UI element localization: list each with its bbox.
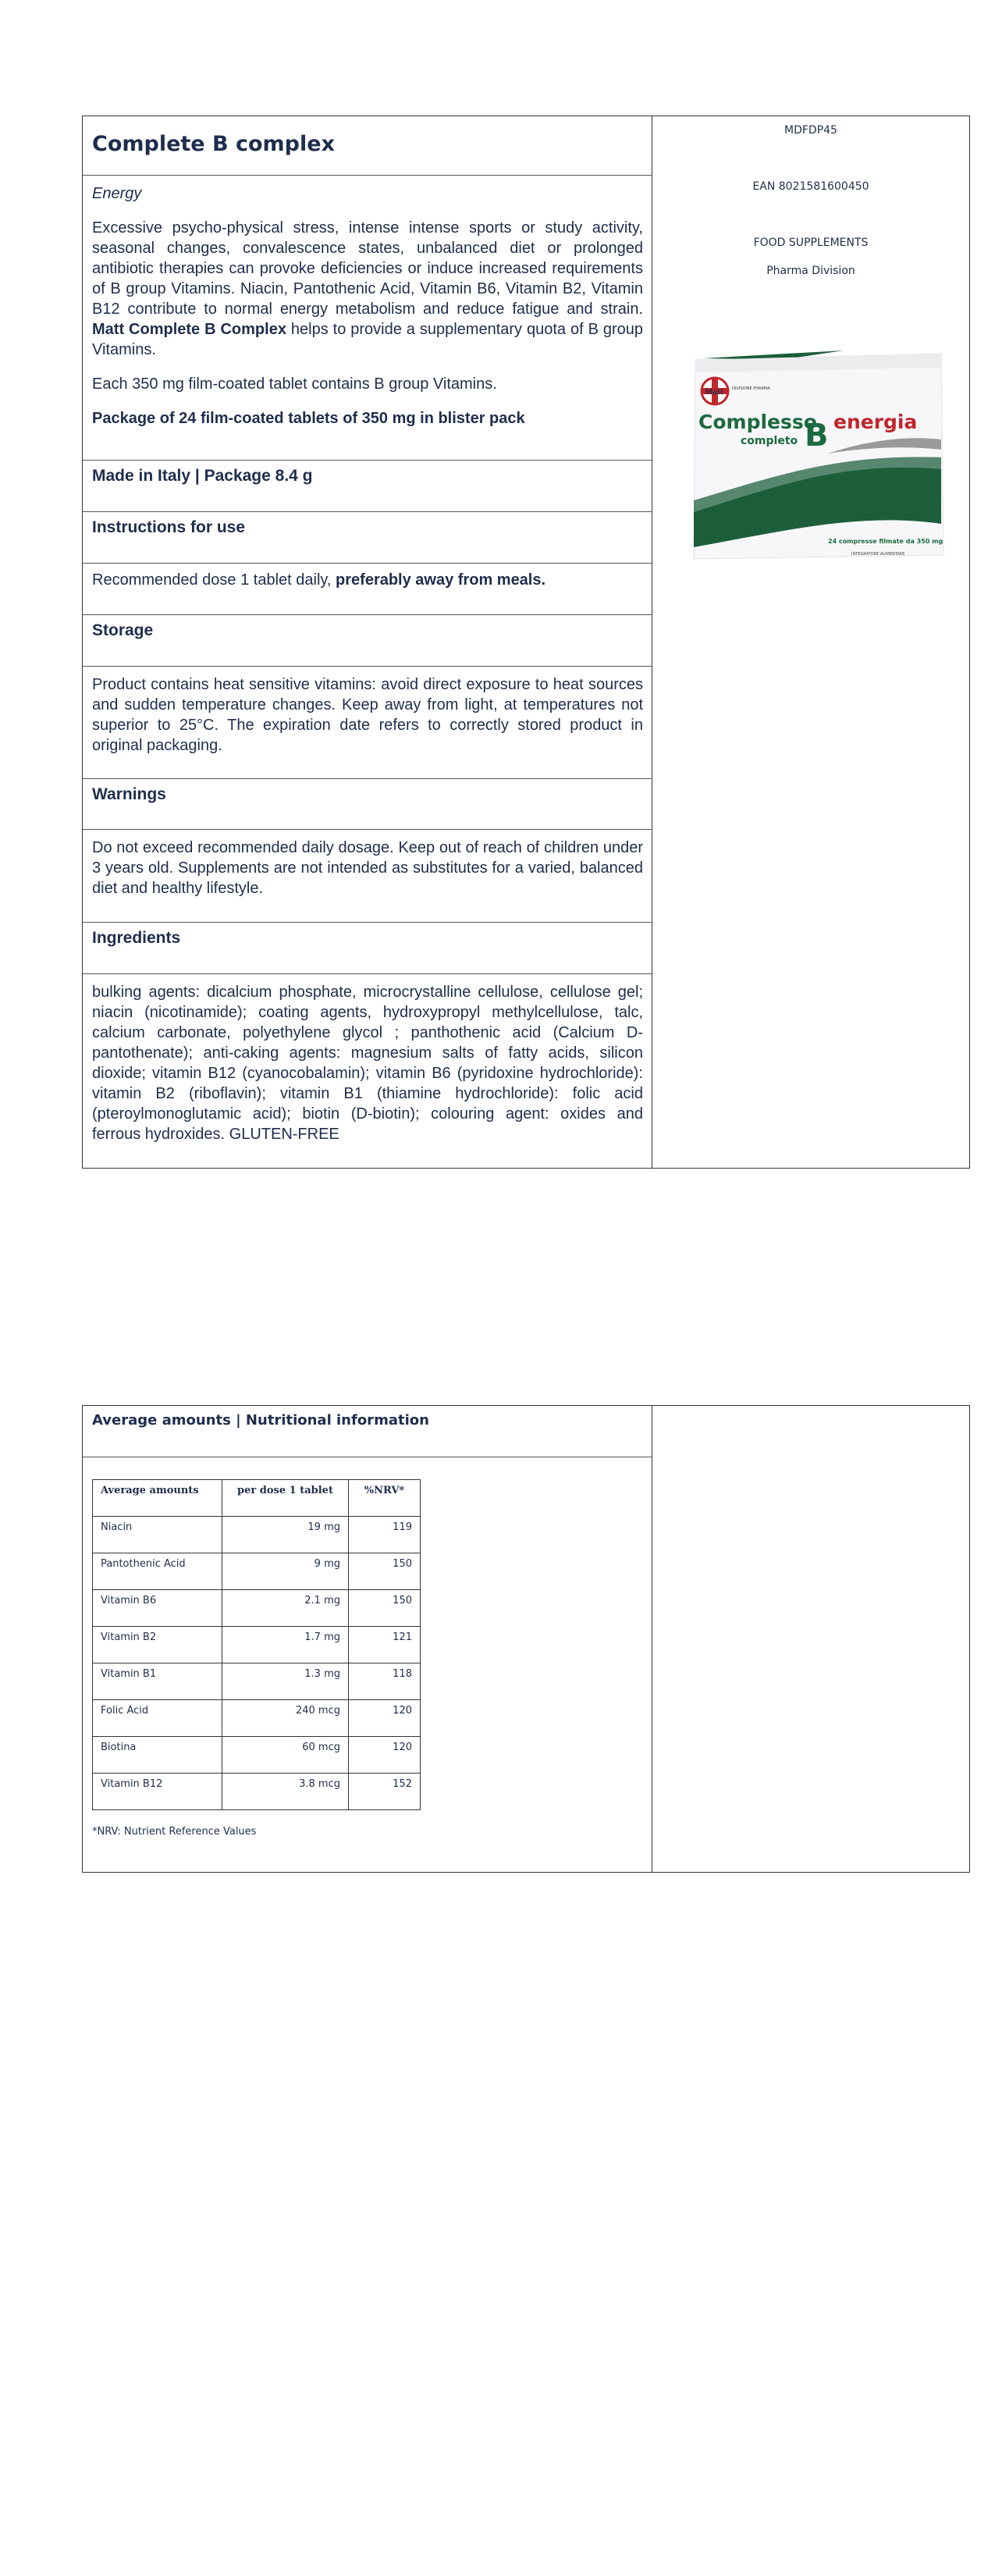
instructions-heading-row xyxy=(83,512,652,564)
nutrition-table-panel xyxy=(82,1405,970,1873)
category-label: FOOD SUPPLEMENTS xyxy=(753,237,869,249)
nrv-percent: 118 xyxy=(349,1663,421,1700)
package-brand-sub: DIVISIONE PHARMA xyxy=(732,386,770,391)
warnings-heading-row xyxy=(83,779,652,830)
product-package-image xyxy=(688,344,949,578)
nrv-percent: 120 xyxy=(349,1737,421,1774)
package-info: Package of 24 film-coated tablets of 350 mg in blister pack xyxy=(92,410,525,427)
warnings-heading: Warnings xyxy=(92,785,166,803)
column-header: per dose 1 tablet xyxy=(222,1480,349,1517)
instructions-row xyxy=(83,564,652,615)
nutrient-name: Folic Acid xyxy=(93,1700,222,1737)
table-row xyxy=(93,1663,421,1700)
product-sheet-table xyxy=(82,116,970,1169)
storage-text: Product contains heat sensitive vitamins: avoid direct exposure to heat sources and sudden temperature changes. Keep away from light, at temperatures not superior to 25°C. The expiration date refers to correctly stored product in original packaging. xyxy=(92,676,643,754)
table-row xyxy=(93,1517,421,1553)
package-name-1: Complesso xyxy=(698,411,817,433)
amount-per-dose: 240 mcg xyxy=(222,1700,349,1737)
storage-heading-row xyxy=(83,615,652,667)
column-header: Average amounts xyxy=(93,1480,222,1517)
instructions-bold: preferably away from meals. xyxy=(336,571,546,589)
ingredients-heading: Ingredients xyxy=(92,929,181,947)
package-type: INTEGRATORE ALIMENTARE xyxy=(851,552,905,557)
nrv-percent: 120 xyxy=(349,1700,421,1737)
nutrient-name: Vitamin B2 xyxy=(93,1627,222,1663)
description-row xyxy=(83,176,652,461)
nutrient-name: Vitamin B1 xyxy=(93,1663,222,1700)
ean-code: EAN 8021581600450 xyxy=(752,180,869,193)
nrv-footnote: *NRV: Nutrient Reference Values xyxy=(92,1826,257,1838)
brand-name: Matt Complete B Complex xyxy=(92,321,286,338)
table-row xyxy=(93,1627,421,1663)
origin-row xyxy=(83,461,652,512)
amount-per-dose: 1.7 mg xyxy=(222,1627,349,1663)
product-code: MDFDP45 xyxy=(784,124,837,137)
nrv-percent: 121 xyxy=(349,1627,421,1663)
description-text-end: helps to provide a supplementary quota of B group Vitamins. xyxy=(92,321,643,358)
nutrient-name: Pantothenic Acid xyxy=(93,1553,222,1590)
amount-per-dose: 2.1 mg xyxy=(222,1590,349,1627)
tablet-info: Each 350 mg film-coated tablet contains B group Vitamins. xyxy=(92,375,497,393)
ingredients-heading-row xyxy=(83,923,652,974)
package-name-2: completo xyxy=(741,435,798,447)
package-letter: B xyxy=(805,418,829,454)
amount-per-dose: 60 mcg xyxy=(222,1737,349,1774)
amount-per-dose: 3.8 mcg xyxy=(222,1774,349,1810)
warnings-text: Do not exceed recommended daily dosage. Keep out of reach of children under 3 years old. Supplements are not intended as substitutes for a varied, balanced diet and healthy lifestyle. xyxy=(92,839,643,897)
nutrient-name: Niacin xyxy=(93,1517,222,1553)
nutrient-name: Biotina xyxy=(93,1737,222,1774)
table-row xyxy=(93,1590,421,1627)
product-title: Complete B complex xyxy=(92,132,335,156)
column-header: %NRV* xyxy=(349,1480,421,1517)
warnings-row xyxy=(83,830,652,923)
nutrition-heading: Average amounts | Nutritional information xyxy=(92,1412,429,1429)
storage-row xyxy=(83,667,652,779)
package-count: 24 compresse filmate da 350 mg xyxy=(828,538,943,545)
description-text: Excessive psycho-physical stress, intense intense sports or study activity, seasonal changes, convalescence states, unbalanced diet or prolonged antibiotic therapies can provoke deficiencies or induce increased requirements of B group Vitamins. Niacin, Pantothenic Acid, Vitamin B6, Vitamin B2, Vitamin B12 contribute to normal energy metabolism and reduce fatigue and strain. xyxy=(92,219,643,318)
title-row xyxy=(83,116,652,176)
amount-per-dose: 1.3 mg xyxy=(222,1663,349,1700)
instructions-heading: Instructions for use xyxy=(92,518,246,536)
nrv-percent: 119 xyxy=(349,1517,421,1553)
nrv-percent: 152 xyxy=(349,1774,421,1810)
table-row xyxy=(93,1737,421,1774)
nutrient-name: Vitamin B6 xyxy=(93,1590,222,1627)
ingredients-row xyxy=(83,974,652,1168)
package-illustration xyxy=(688,344,949,578)
instructions-text: Recommended dose 1 tablet daily, xyxy=(92,571,336,589)
storage-heading: Storage xyxy=(92,621,154,639)
amount-per-dose: 19 mg xyxy=(222,1517,349,1553)
division-label: Pharma Division xyxy=(766,265,855,277)
nrv-percent: 150 xyxy=(349,1590,421,1627)
product-description xyxy=(92,218,643,360)
package-brand: Matt xyxy=(705,389,724,397)
nutrition-header-row xyxy=(93,1480,421,1517)
table-row xyxy=(93,1553,421,1590)
nrv-percent: 150 xyxy=(349,1553,421,1590)
origin-text: Made in Italy | Package 8.4 g xyxy=(92,467,313,485)
nutrient-name: Vitamin B12 xyxy=(93,1774,222,1810)
amount-per-dose: 9 mg xyxy=(222,1553,349,1590)
table-row xyxy=(93,1700,421,1737)
table-row xyxy=(93,1774,421,1810)
nutrition-table xyxy=(92,1479,421,1810)
product-subtitle: Energy xyxy=(92,185,142,202)
ingredients-text: bulking agents: dicalcium phosphate, microcrystalline cellulose, cellulose gel; niacin (nicotinamide); coating agents, hydroxypropyl methylcellulose, talc, calcium carbonate, polyethylene glycol ; panthothenic acid (Calcium D-pantothenate); anti-caking agents: magnesium salts of fatty acids, silicon dioxide; vitamin B12 (cyanocobalamin); vitamin B6 (pyridoxine hydrochloride): vitamin B2 (riboflavin); vitamin B1 (thiamine hydrochloride): folic acid (pteroylmonoglutamic acid); biotin (D-biotin); colouring agent: oxides and ferrous hydroxides. GLUTEN-FREE xyxy=(92,984,643,1143)
nutrition-heading-row xyxy=(83,1406,652,1457)
package-name-3: energia xyxy=(833,411,918,433)
